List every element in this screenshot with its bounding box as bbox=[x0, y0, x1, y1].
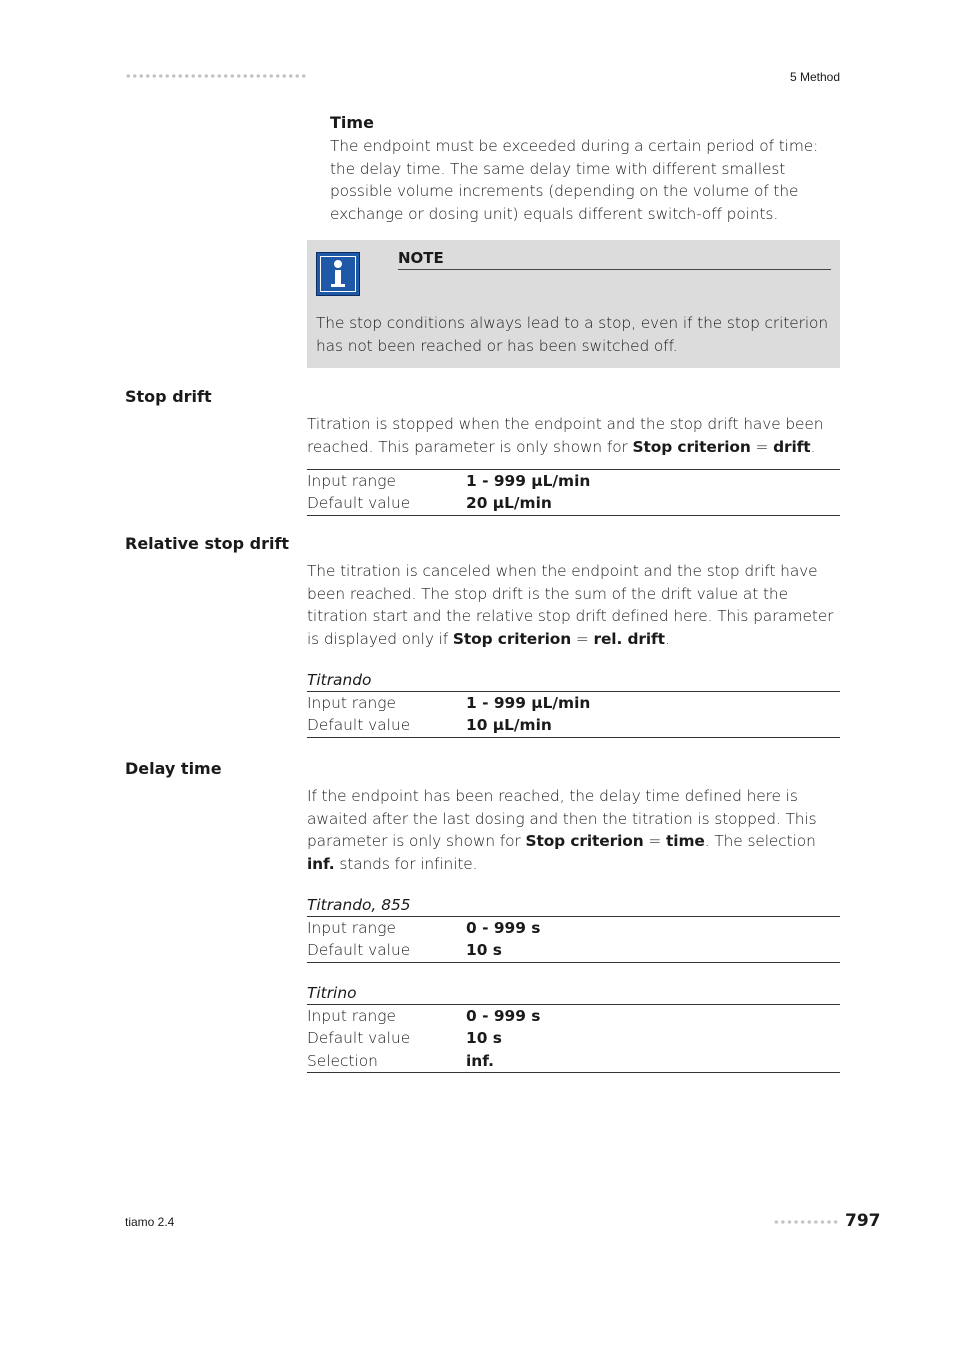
page-number: 797 bbox=[845, 1211, 881, 1231]
table-caption: Titrino bbox=[307, 984, 357, 1002]
relative-stop-drift-description: The titration is canceled when the endpoint and the stop drift have been reached. The stop drift is the sum of the drift value at the titration start and the relative stop drift defined here. This parameter is displayed only if Stop criterion = rel. drift. bbox=[307, 562, 834, 648]
header-decoration bbox=[125, 72, 307, 80]
product-name: tiamo 2.4 bbox=[125, 1215, 175, 1229]
delay-time-description: If the endpoint has been reached, the delay time defined here is awaited after the last dosing and then the titration is stopped. This parameter is only shown for Stop criterion = time. The selection inf. stands for infinite. bbox=[307, 787, 817, 873]
stop-drift-table bbox=[307, 469, 840, 516]
stop-drift-description: Titration is stopped when the endpoint and the stop drift have been reached. This parameter is only shown for Stop criterion = drift. bbox=[307, 415, 824, 456]
table-caption: Titrando bbox=[307, 671, 372, 689]
info-icon bbox=[316, 252, 360, 296]
table-row: Default value 20 µL/min bbox=[307, 494, 552, 513]
table-row: Input range 0 - 999 s bbox=[307, 919, 541, 937]
relative-stop-drift-heading: Relative stop drift bbox=[125, 534, 290, 553]
note-title: NOTE bbox=[398, 249, 831, 270]
table-row: Selection inf. bbox=[307, 1051, 494, 1070]
chapter-title: 5 Method bbox=[789, 70, 840, 84]
note-text: The stop conditions always lead to a stop, even if the stop criterion has not been reached or has been switched off. bbox=[316, 314, 828, 355]
table-row: Input range 1 - 999 µL/min bbox=[307, 472, 591, 490]
footer-decoration bbox=[773, 1218, 839, 1226]
relative-stop-drift-table bbox=[307, 669, 840, 738]
table-caption: Titrando, 855 bbox=[307, 896, 411, 914]
time-heading: Time bbox=[330, 113, 374, 132]
table-row: Input range 0 - 999 s bbox=[307, 1007, 541, 1025]
stop-drift-heading: Stop drift bbox=[125, 387, 212, 406]
table-row: Default value 10 µL/min bbox=[307, 716, 552, 735]
delay-time-table-titrino bbox=[307, 982, 840, 1073]
table-row: Default value 10 s bbox=[307, 941, 502, 960]
time-description: The endpoint must be exceeded during a certain period of time: the delay time. The same delay time with different smallest possible volume increments (depending on the volume of the exchange or dosing unit) equals different switch-off points. bbox=[330, 137, 819, 223]
delay-time-table-titrando bbox=[307, 894, 840, 963]
table-row: Input range 1 - 999 µL/min bbox=[307, 694, 591, 712]
note-box bbox=[307, 240, 840, 368]
delay-time-heading: Delay time bbox=[125, 759, 222, 778]
table-row: Default value 10 s bbox=[307, 1029, 502, 1048]
